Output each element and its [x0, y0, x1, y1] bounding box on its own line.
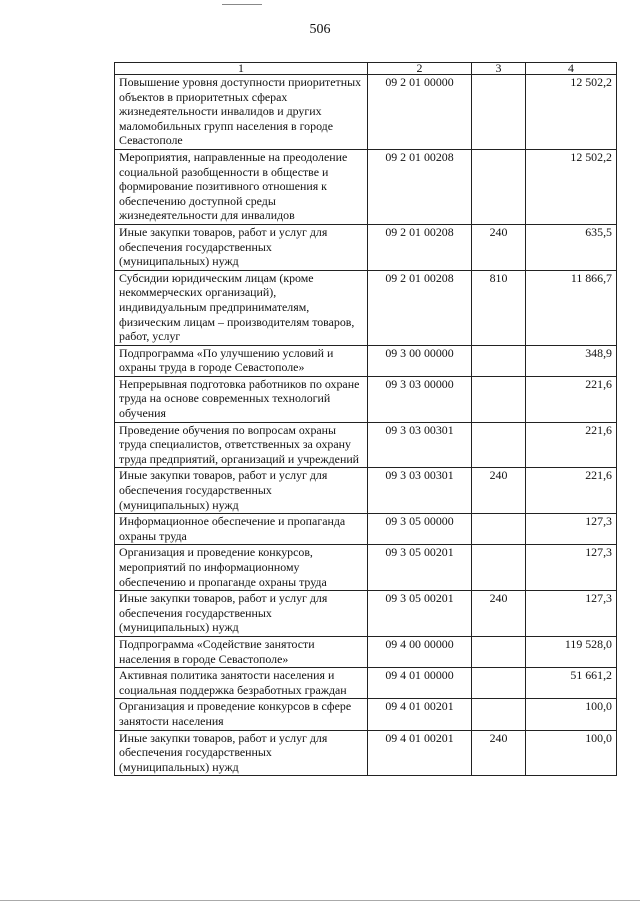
table-row: [115, 668, 617, 699]
row-expense-type: 240: [472, 224, 526, 270]
row-amount: 221,6: [526, 422, 617, 468]
table-row: [115, 591, 617, 637]
row-target-code: 09 2 01 00208: [368, 224, 472, 270]
page-number: 506: [309, 22, 331, 37]
table-row: [115, 514, 617, 545]
row-amount: 12 502,2: [526, 149, 617, 224]
header-col-3: 3: [472, 63, 526, 75]
table-row: [115, 270, 617, 345]
table-body: [115, 75, 617, 776]
table-row: [115, 376, 617, 422]
row-expense-type: [472, 75, 526, 150]
row-expense-type: 240: [472, 730, 526, 776]
header-col-4: 4: [526, 63, 617, 75]
table-row: [115, 545, 617, 591]
row-name: Организация и проведение конкурсов, мероприятий по информационному обеспечению и пропаганде охраны труда: [115, 545, 368, 591]
row-amount: 127,3: [526, 591, 617, 637]
row-target-code: 09 4 01 00201: [368, 730, 472, 776]
row-expense-type: [472, 668, 526, 699]
row-name: Субсидии юридическим лицам (кроме некоммерческих организаций), индивидуальным предпринимателям, физическим лицам – производителям товаров, работ, услуг: [115, 270, 368, 345]
row-name: Информационное обеспечение и пропаганда охраны труда: [115, 514, 368, 545]
row-expense-type: [472, 149, 526, 224]
row-name: Проведение обучения по вопросам охраны труда специалистов, ответственных за охрану труда предприятий, организаций и учреждений: [115, 422, 368, 468]
row-amount: 11 866,7: [526, 270, 617, 345]
row-amount: 635,5: [526, 224, 617, 270]
row-amount: 127,3: [526, 514, 617, 545]
row-expense-type: [472, 636, 526, 667]
row-amount: 100,0: [526, 730, 617, 776]
row-target-code: 09 3 05 00201: [368, 545, 472, 591]
row-amount: 51 661,2: [526, 668, 617, 699]
row-name: Непрерывная подготовка работников по охране труда на основе современных технологий обучения: [115, 376, 368, 422]
row-expense-type: 810: [472, 270, 526, 345]
row-target-code: 09 2 01 00208: [368, 149, 472, 224]
row-name: Организация и проведение конкурсов в сфере занятости населения: [115, 699, 368, 730]
row-amount: 221,6: [526, 376, 617, 422]
row-target-code: 09 3 03 00301: [368, 468, 472, 514]
table-row: [115, 422, 617, 468]
row-expense-type: [472, 545, 526, 591]
row-name: Иные закупки товаров, работ и услуг для обеспечения государственных (муниципальных) нужд: [115, 730, 368, 776]
row-target-code: 09 3 03 00301: [368, 422, 472, 468]
table-row: [115, 224, 617, 270]
row-expense-type: [472, 376, 526, 422]
row-target-code: 09 3 03 00000: [368, 376, 472, 422]
row-expense-type: [472, 422, 526, 468]
row-name: Повышение уровня доступности приоритетных объектов в приоритетных сферах жизнедеятельности инвалидов и других маломобильных групп населения в городе Севастополе: [115, 75, 368, 150]
scan-artifact-bottom: [0, 900, 640, 901]
table-row: [115, 345, 617, 376]
row-name: Подпрограмма «Содействие занятости населения в городе Севастополе»: [115, 636, 368, 667]
row-amount: 12 502,2: [526, 75, 617, 150]
table-row: [115, 468, 617, 514]
row-name: Иные закупки товаров, работ и услуг для обеспечения государственных (муниципальных) нужд: [115, 224, 368, 270]
row-amount: 348,9: [526, 345, 617, 376]
row-target-code: 09 2 01 00000: [368, 75, 472, 150]
row-target-code: 09 3 00 00000: [368, 345, 472, 376]
row-target-code: 09 4 01 00201: [368, 699, 472, 730]
row-amount: 221,6: [526, 468, 617, 514]
header-col-1: 1: [115, 63, 368, 75]
row-target-code: 09 4 00 00000: [368, 636, 472, 667]
table-row: [115, 75, 617, 150]
row-expense-type: [472, 345, 526, 376]
row-amount: 127,3: [526, 545, 617, 591]
scan-artifact-top: [222, 4, 262, 5]
row-name: Иные закупки товаров, работ и услуг для обеспечения государственных (муниципальных) нужд: [115, 591, 368, 637]
row-expense-type: 240: [472, 468, 526, 514]
budget-table: [114, 62, 617, 776]
header-col-2: 2: [368, 63, 472, 75]
row-name: Мероприятия, направленные на преодоление социальной разобщенности в обществе и формирование позитивного отношения к обеспечению доступной среды жизнедеятельности для инвалидов: [115, 149, 368, 224]
table-row: [115, 699, 617, 730]
row-target-code: 09 3 05 00201: [368, 591, 472, 637]
row-amount: 119 528,0: [526, 636, 617, 667]
row-name: Подпрограмма «По улучшению условий и охраны труда в городе Севастополе»: [115, 345, 368, 376]
row-expense-type: 240: [472, 591, 526, 637]
table-header-row: [115, 63, 617, 75]
row-name: Иные закупки товаров, работ и услуг для обеспечения государственных (муниципальных) нужд: [115, 468, 368, 514]
row-name: Активная политика занятости населения и социальная поддержка безработных граждан: [115, 668, 368, 699]
table-row: [115, 636, 617, 667]
row-target-code: 09 4 01 00000: [368, 668, 472, 699]
row-expense-type: [472, 699, 526, 730]
row-expense-type: [472, 514, 526, 545]
row-amount: 100,0: [526, 699, 617, 730]
row-target-code: 09 2 01 00208: [368, 270, 472, 345]
table-row: [115, 730, 617, 776]
table-row: [115, 149, 617, 224]
row-target-code: 09 3 05 00000: [368, 514, 472, 545]
